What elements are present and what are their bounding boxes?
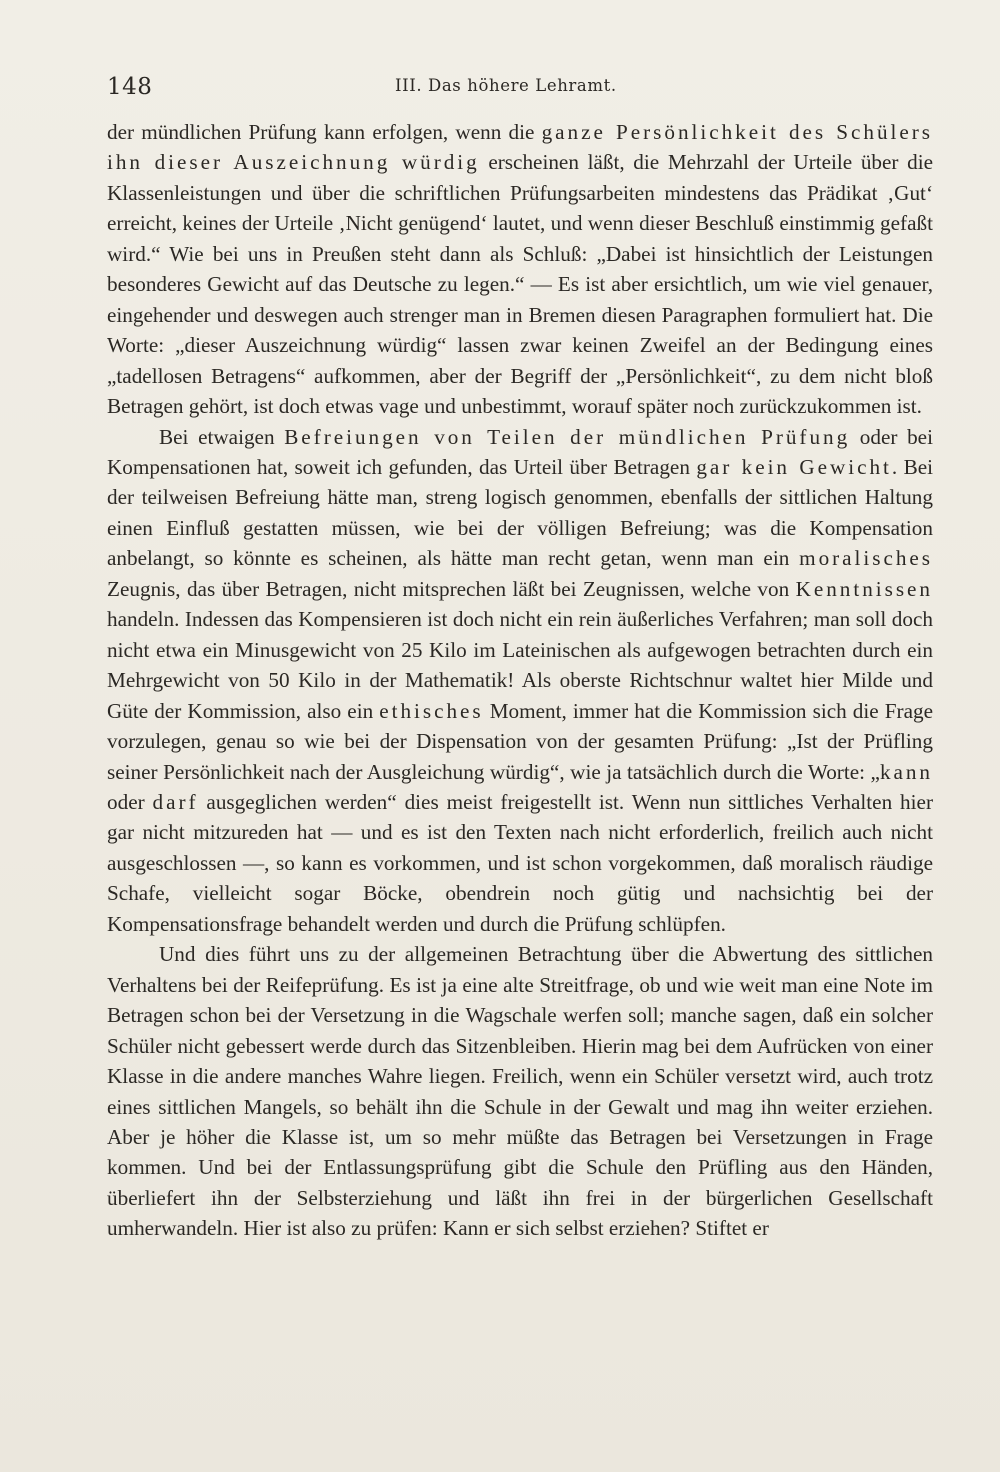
- emphasis-spaced-text: ethisches: [379, 698, 484, 723]
- paragraph: [107, 939, 933, 1244]
- text-run: oder: [107, 789, 153, 814]
- text-run: handeln. Indessen das Kompensieren ist doch nicht ein rein äußerliches Verfahren; man soll doch nicht etwa ein Minusgewicht von 25 Kilo im Lateinischen als aufgewogen betrachten durch ein Mehrgewicht von 50 Kilo in der Mathematik! Als oberste Richtschnur waltet hier Milde und Güte der Kommission, also ein: [107, 607, 933, 723]
- paragraph: [107, 422, 933, 940]
- page-header: [107, 74, 930, 104]
- emphasis-spaced-text: gar kein Gewicht: [696, 454, 892, 479]
- running-head: III. Das höhere Lehramt.: [395, 76, 617, 95]
- emphasis-spaced-text: kann: [879, 759, 933, 784]
- emphasis-spaced-text: ganze Persönlichkeit des Schülers ihn dieser Auszeichnung würdig: [107, 120, 934, 175]
- text-run: erscheinen läßt, die Mehrzahl der Urteile über die Klassenleistungen und über die schriftlichen Prüfungsarbeiten mindestens das Prädikat ‚Gut‘ erreicht, keines der Urteile ‚Nicht genügend‘ lautet, und wenn dieser Beschluß einstimmig gefaßt wird.“ Wie bei uns in Preußen steht dann als Schluß: „Dabei ist hinsichtlich der Leistungen besonderes Gewicht auf das Deutsche zu legen.“ — Es ist aber ersichtlich, um wie viel genauer, eingehender und deswegen auch strenger man in Bremen diesen Paragraphen formuliert hat. Die Worte: „dieser Auszeichnung würdig“ lassen zwar keinen Zweifel an der Bedingung eines „tadellosen Betragens“ aufkommen, aber der Begriff der „Persönlichkeit“, zu dem nicht bloß Betragen gehört, ist doch etwas vage und unbestimmt, worauf später noch zurückzukommen ist.: [107, 150, 933, 419]
- text-run: . Bei der teilweisen Befreiung hätte man, streng logisch genommen, ebenfalls der sittlichen Haltung einen Einfluß gestatten müssen, wie bei der völligen Befreiung; was die Kompensation anbelangt, so könnte es scheinen, als hätte man recht getan, wenn man ein: [107, 454, 933, 571]
- emphasis-spaced-text: darf: [152, 789, 199, 814]
- text-run: Bei etwaigen: [159, 424, 285, 449]
- emphasis-spaced-text: moralisches: [799, 546, 933, 571]
- page-number: 148: [107, 74, 153, 100]
- body-text: [107, 117, 933, 1244]
- text-run: Zeugnis, das über Betragen, nicht mitsprechen läßt bei Zeugnissen, welche von: [107, 576, 796, 601]
- text-run: der mündlichen Prüfung kann erfolgen, wenn die: [107, 120, 542, 144]
- paragraph: [107, 117, 933, 422]
- text-run: ausgeglichen werden“ dies meist freigestellt ist. Wenn nun sittliches Verhalten hier gar nicht mitzureden hat — und es ist den Texten nach nicht erforderlich, freilich auch nicht ausgeschlossen —, so kann es vorkommen, und ist schon vorgekommen, daß moralisch räudige Schafe, vielleicht sogar Böcke, obendrein noch gütig und nachsichtig bei der Kompensationsfrage behandelt werden und durch die Prüfung schlüpfen.: [107, 789, 933, 936]
- text-run: Moment, immer hat die Kommission sich die Frage vorzulegen, genau so wie bei der Dispensation von der gesamten Prüfung: „Ist der Prüfling seiner Persönlichkeit nach der Ausgleichung würdig“, wie ja tatsächlich durch die Worte: „: [107, 698, 933, 784]
- text-run: Und dies führt uns zu der allgemeinen Betrachtung über die Abwertung des sittlichen Verhaltens bei der Reifeprüfung. Es ist ja eine alte Streitfrage, ob und wie weit man eine Note im Betragen schon bei der Versetzung in die Wagschale werfen soll; manche sagen, daß ein solcher Schüler nicht gebessert werde durch das Sitzenbleiben. Hierin mag bei dem Aufrücken von einer Klasse in die andere manches Wahre liegen. Freilich, wenn ein Schüler versetzt wird, auch trotz eines sittlichen Mangels, so behält ihn die Schule in der Gewalt und mag ihn weiter erziehen. Aber je höher die Klasse ist, um so mehr müßte das Betragen bei Versetzungen in Frage kommen. Und bei der Entlassungsprüfung gibt die Schule den Prüfling aus den Händen, überliefert ihn der Selbsterziehung und läßt ihn frei in der bürgerlichen Gesellschaft umherwandeln. Hier ist also zu prüfen: Kann er sich selbst erziehen? Stiftet er: [107, 942, 933, 1241]
- emphasis-spaced-text: Befreiungen von Teilen der mündlichen Prüfung: [284, 424, 851, 449]
- text-run: oder bei Kompensationen hat, soweit ich gefunden, das Urteil über Betragen: [107, 424, 933, 479]
- emphasis-spaced-text: Kenntnissen: [795, 576, 933, 601]
